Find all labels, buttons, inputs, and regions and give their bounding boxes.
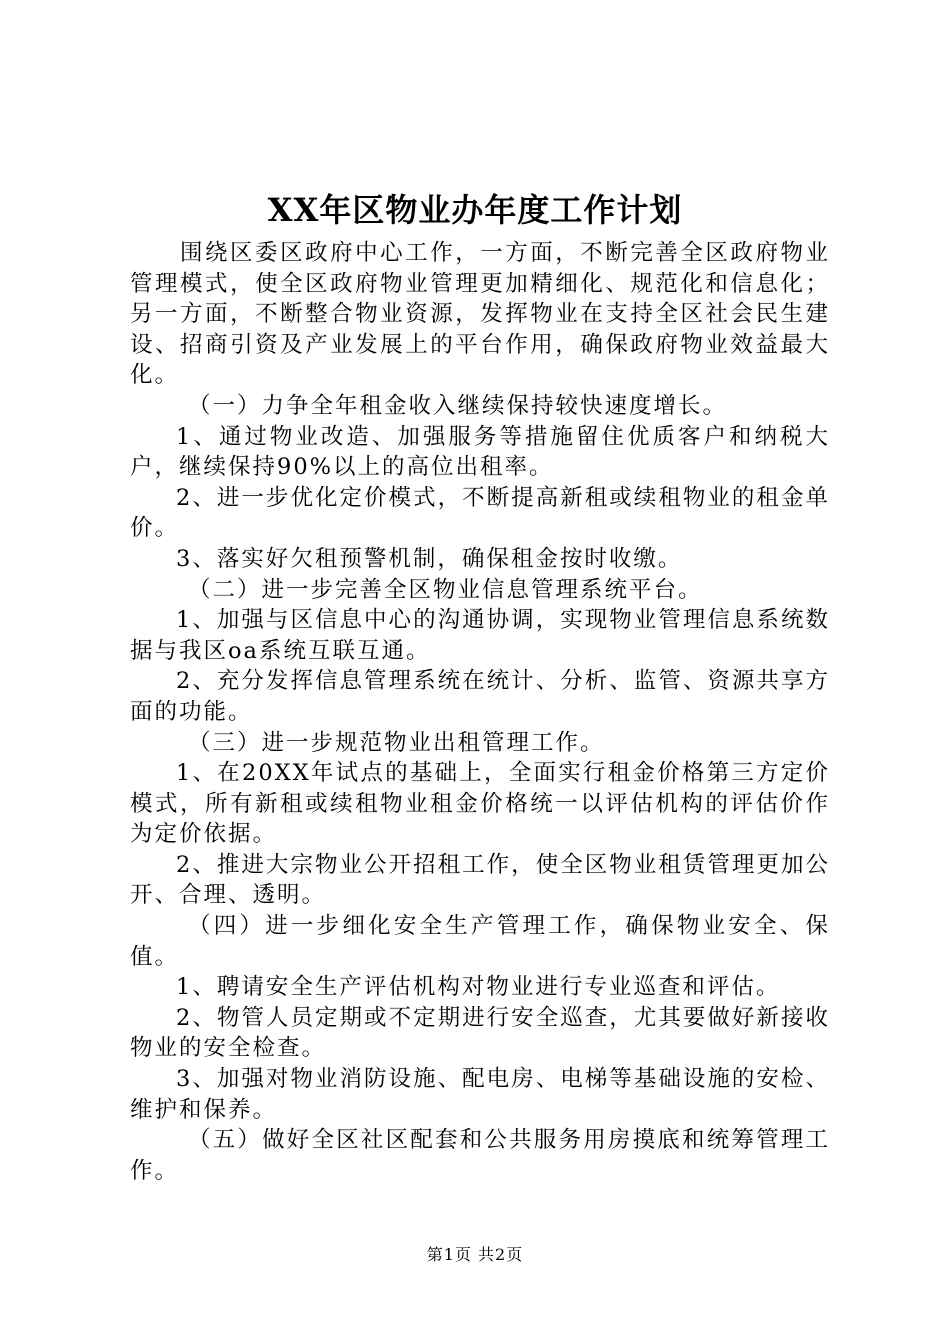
list-item: 1、加强与区信息中心的沟通协调，实现物业管理信息系统数据与我区oa系统互联互通。 — [130, 607, 830, 664]
section-heading-2: （二）进一步完善全区物业信息管理系统平台。 — [188, 576, 703, 603]
list-item: 2、推进大宗物业公开招租工作，使全区物业租赁管理更加公开、合理、透明。 — [130, 851, 830, 909]
section-heading-3: （三）进一步规范物业出租管理工作。 — [188, 729, 605, 756]
section-heading-1: （一）力争全年租金收入继续保持较快速度增长。 — [188, 392, 728, 419]
list-item: 1、通过物业改造、加强服务等措施留住优质客户和纳税大户，继续保持90%以上的高位出租率。 — [130, 423, 830, 481]
document-body — [130, 238, 830, 1186]
section-heading-4: （四）进一步细化安全生产管理工作，确保物业安全、保值。 — [130, 913, 830, 970]
document-title: XX年区物业办年度工作计划 — [267, 191, 683, 229]
page-number-footer: 第1页 共2页 — [426, 1245, 524, 1264]
section-heading-5: （五）做好全区社区配套和公共服务用房摸底和统筹管理工作。 — [130, 1127, 830, 1184]
list-item: 3、落实好欠租预警机制，确保租金按时收缴。 — [176, 545, 683, 572]
list-item: 1、聘请安全生产评估机构对物业进行专业巡查和评估。 — [176, 974, 781, 1001]
list-item: 2、物管人员定期或不定期进行安全巡查，尤其要做好新接收物业的安全检查。 — [130, 1004, 830, 1062]
list-item: 1、在20XX年试点的基础上，全面实行租金价格第三方定价模式，所有新租或续租物业租金价格统一以评估机构的评估价作为定价依据。 — [130, 760, 830, 848]
list-item: 2、充分发挥信息管理系统在统计、分析、监管、资源共享方面的功能。 — [130, 668, 830, 725]
list-item: 2、进一步优化定价模式，不断提高新租或续租物业的租金单价。 — [130, 484, 830, 542]
list-item: 3、加强对物业消防设施、配电房、电梯等基础设施的安检、维护和保养。 — [130, 1066, 830, 1123]
intro-paragraph: 围绕区委区政府中心工作，一方面，不断完善全区政府物业管理模式，使全区政府物业管理更加精细化、规范化和信息化；另一方面，不断整合物业资源，发挥物业在支持全区社会民生建设、招商引资及产业发展上的平台作用，确保政府物业效益最大化。 — [130, 240, 830, 389]
